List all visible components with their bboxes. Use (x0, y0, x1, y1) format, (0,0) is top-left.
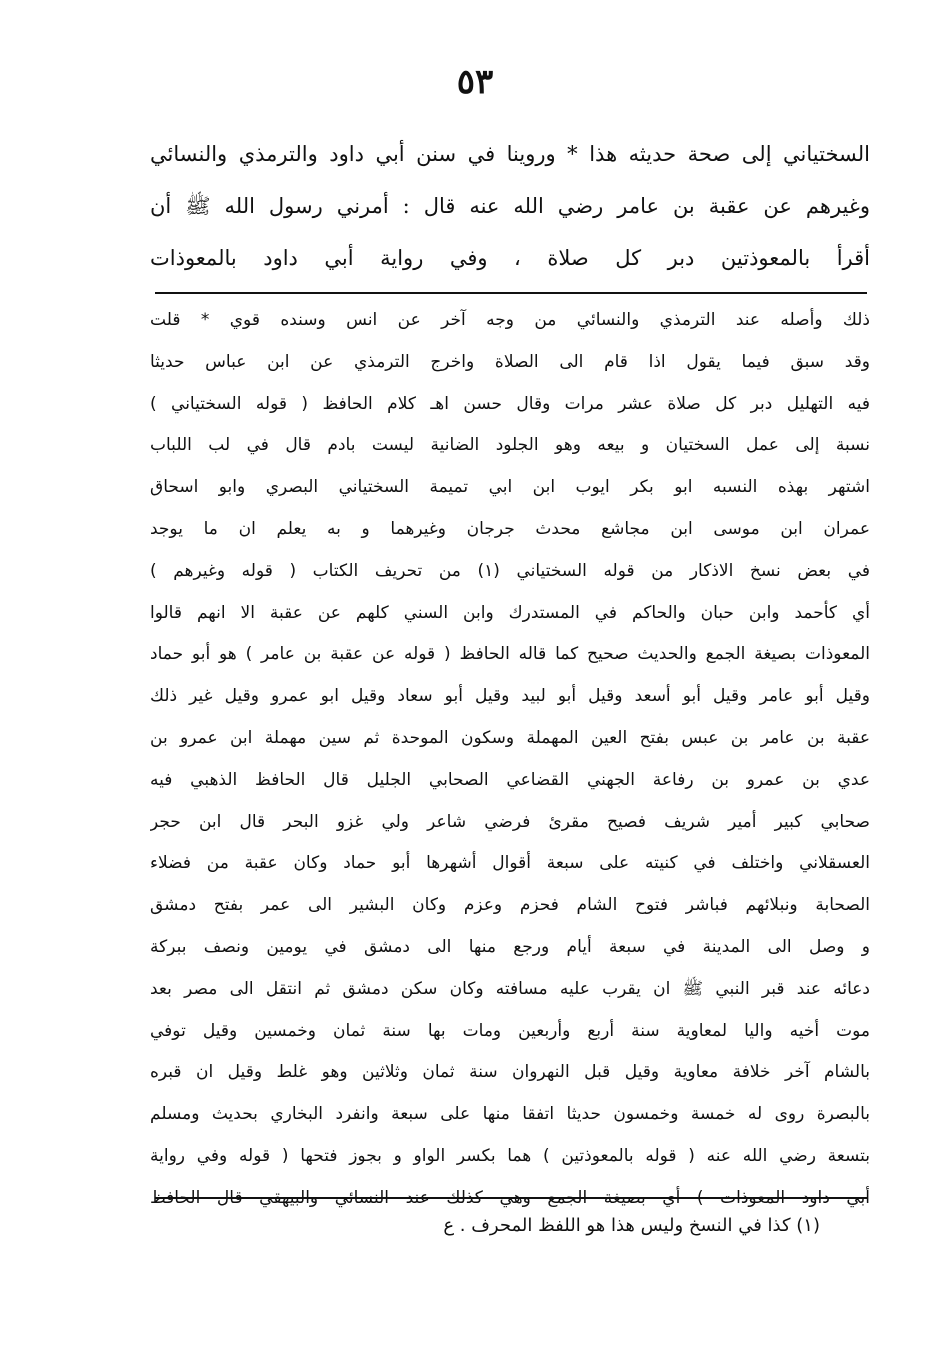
main-text-line: أقرأ بالمعوذتين دبر كل صلاة ، وفي رواية أبي داود بالمعوذات (150, 246, 870, 270)
commentary-line: دعائه عند قبر النبي ﷺ ان يقرب عليه مسافته وكان سكن دمشق ثم انتقل الى مصر بعد (150, 978, 870, 999)
main-text-line: السختياني إلى صحة حديثه هذا * وروينا في سنن أبي داود والترمذي والنسائي (150, 142, 870, 166)
commentary-line: وقد سبق فيما يقول اذا قام الى الصلاة واخرج الترمذي عن ابن عباس حديثا (150, 351, 870, 372)
commentary-line: فيه التهليل دبر كل صلاة عشر مرات وقال حسن اهـ كلام الحافظ ( قوله السختياني ) (150, 393, 870, 414)
commentary-line: ذلك وأصله عند الترمذي والنسائي من وجه آخر عن انس وسنده قوي * قلت (150, 310, 870, 330)
commentary-line: اشتهر بهذه النسبه ابو بكر ايوب ابن ابي تميمة السختياني البصري وابو اسحاق (150, 477, 870, 498)
commentary-line: نسبة إلى عمل السختيان و بيعه وهو الجلود الضانية ليست بادم قال في لب اللباب (150, 435, 870, 456)
commentary-line: و وصل الى المدينة في سبعة أيام ورجع منها الى دمشق في يومين ونصف ببركة (150, 936, 870, 957)
main-text (150, 128, 870, 284)
commentary-line: العسقلاني واختلف في كنيته على سبعة أقوال أشهرها أبو حماد وكان عقبة من فضلاء (150, 853, 870, 874)
commentary-line: صحابي كبير أمير شريف فصيح مقرئ فرضي شاعر ولي غزو البحر قال ابن حجر (150, 811, 870, 832)
commentary-line: أبي داود المعوذات ) أي بصيغة الجمع وهي كذلك عند النسائي والبيهقي قال الحافظ (150, 1187, 870, 1208)
commentary-line: بالشام آخر خلافة معاوية وقيل قبل النهروان سنة ثمان وثلاثين وهو غلط وقيل ان قبره (150, 1062, 870, 1083)
commentary-line: بالبصرة روى له خمسة وخمسون حديثا اتفقا منها على سبعة وانفرد البخاري بحديث ومسلم (150, 1104, 870, 1125)
footnote: (١) كذا في النسخ وليس هذا هو اللفظ المحرف . ع (443, 1215, 820, 1236)
commentary-line: المعوذات بصيغة الجمع والحديث صحيح كما قاله الحافظ ( قوله عن عقبة بن عامر ) هو أبو حماد (150, 644, 870, 665)
commentary-line: في بعض نسخ الاذكار من قوله السختياني (١) من تحريف الكتاب ( قوله وغيرهم ) (150, 560, 870, 581)
page-number: ٥٣ (456, 62, 494, 102)
commentary-line: موت أخيه واليا لمعاوية سنة أربع وأربعين ومات بها سنة ثمان وخمسين وقيل توفي (150, 1020, 870, 1041)
commentary-line: الصحابة ونبلائهم فباشر فتوح الشام فحزم وعزم وكان البشير الى عمر بفتح دمشق (150, 895, 870, 916)
main-text-line: وغيرهم عن عقبة بن عامر رضي الله عنه قال : أمرني رسول الله ﷺ أن (150, 194, 870, 218)
commentary-line: وقيل أبو عامر وقيل أبو أسعد وقيل أبو لبيد وقيل أبو سعاد وقيل ابو عمرو وقيل غير ذلك (150, 686, 870, 707)
commentary-line: عقبة بن عامر بن عبس بفتح العين المهملة وسكون الموحدة ثم سين مهملة ابن عمرو بن (150, 727, 870, 748)
commentary-line: عدي بن عمرو بن رفاعة الجهني القضاعي الصحابي الجليل قال الحافظ الذهبي فيه (150, 769, 870, 790)
commentary-text (150, 300, 870, 1220)
commentary-line: أي كأحمد وابن حبان والحاكم في المستدرك وابن السني كلهم عن عقبة الا انهم قالوا (150, 602, 870, 623)
footnote-rule (155, 1197, 867, 1199)
separator-rule (155, 292, 867, 294)
commentary-line: بتسعة رضي الله عنه ( قوله بالمعوذتين ) هما بكسر الواو و بجوز فتحها ( قوله وفي رواية (150, 1145, 870, 1166)
commentary-line: عمران ابن موسى ابن مجاشع محدث جرجان وغيرهما و به يعلم ان ما يوجد (150, 518, 870, 539)
